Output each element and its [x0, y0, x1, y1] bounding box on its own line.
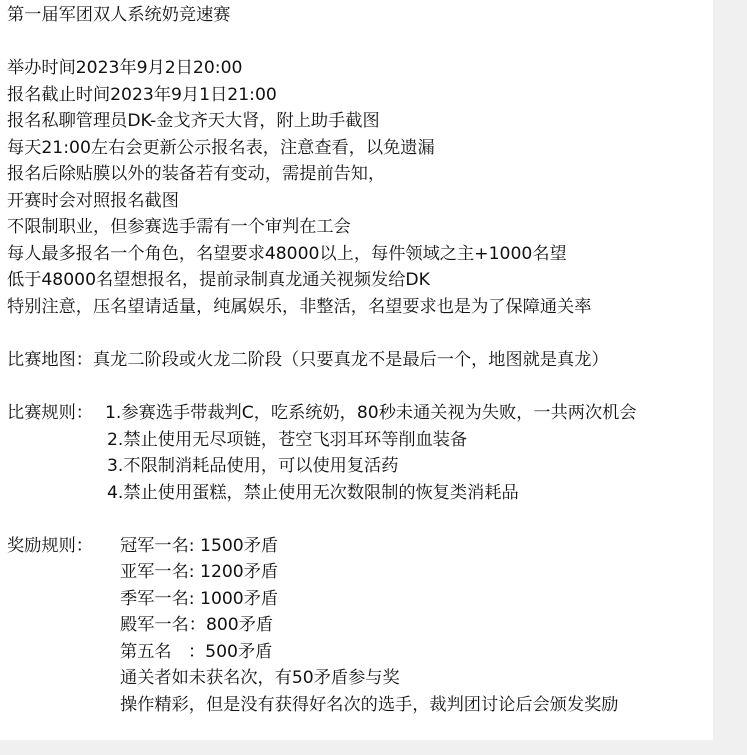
notice-line: 举办时间2023年9月2日20:00 — [7, 58, 243, 78]
rule-item: 4.禁止使用蛋糕，禁止使用无次数限制的恢复类消耗品 — [107, 483, 519, 503]
notice-line: 不限制职业，但参赛选手需有一个审判在工会 — [7, 217, 351, 237]
notice-line: 每人最多报名一个角色，名望要求48000以上，每件领域之主+1000名望 — [7, 244, 567, 264]
rewards-label: 奖励规则： — [7, 536, 93, 556]
notice-line: 报名私聊管理员DK-金戈齐天大肾，附上助手截图 — [7, 111, 380, 131]
notice-line: 报名截止时间2023年9月1日21:00 — [7, 85, 277, 105]
map-line: 比赛地图：真龙二阶段或火龙二阶段（只要真龙不是最后一个，地图就是真龙） — [7, 350, 609, 370]
reward-item: 殿军一名：800矛盾 — [120, 615, 274, 635]
notice-line: 报名后除贴膜以外的装备若有变动，需提前告知， — [7, 164, 386, 184]
notice-line: 特别注意，压名望请适量，纯属娱乐，非整活，名望要求也是为了保障通关率 — [7, 297, 592, 317]
document-title: 第一届军团双人系统奶竞速赛 — [7, 5, 231, 25]
rule-item: 2.禁止使用无尽项链，苍空飞羽耳环等削血装备 — [107, 430, 468, 450]
reward-item: 操作精彩，但是没有获得好名次的选手，裁判团讨论后会颁发奖励 — [120, 695, 619, 715]
rules-label: 比赛规则： — [7, 403, 93, 423]
reward-item: 第五名 ：500矛盾 — [120, 642, 273, 662]
rule-item: 1.参赛选手带裁判C，吃系统奶，80秒未通关视为失败，一共两次机会 — [105, 403, 637, 423]
rule-item: 3.不限制消耗品使用，可以使用复活药 — [107, 456, 399, 476]
reward-item: 季军一名: 1000矛盾 — [120, 589, 279, 609]
reward-item: 冠军一名: 1500矛盾 — [120, 536, 279, 556]
notice-line: 低于48000名望想报名，提前录制真龙通关视频发给DK — [7, 270, 430, 290]
reward-item: 通关者如未获名次，有50矛盾参与奖 — [120, 668, 400, 688]
reward-item: 亚军一名: 1200矛盾 — [120, 562, 279, 582]
notice-line: 开赛时会对照报名截图 — [7, 191, 179, 211]
notice-line: 每天21:00左右会更新公示报名表，注意查看，以免遗漏 — [7, 138, 435, 158]
